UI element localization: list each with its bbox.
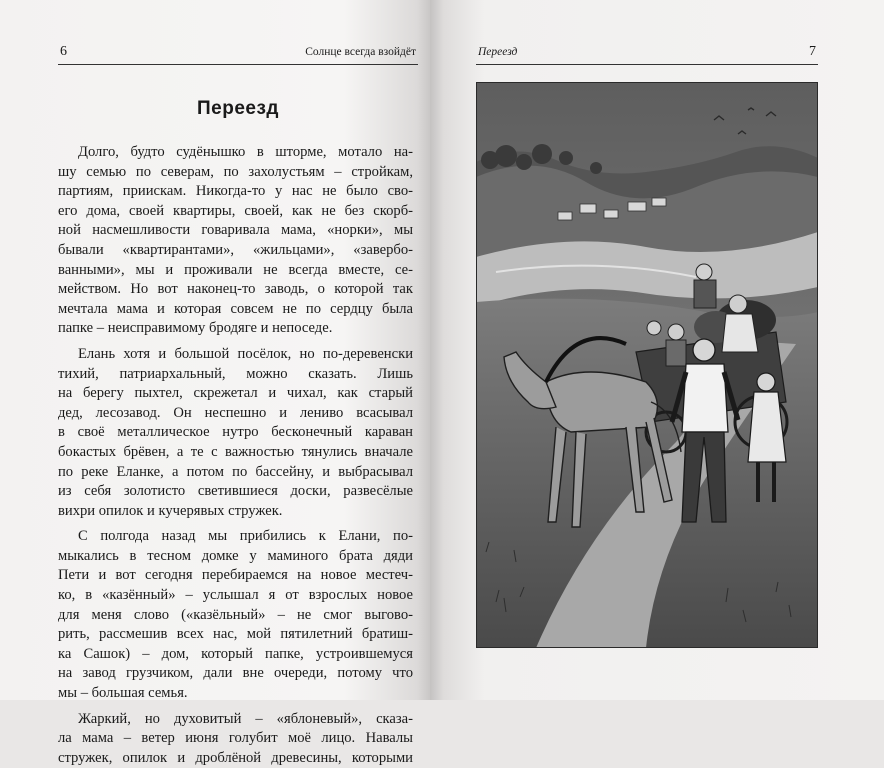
text-line: его дома, своей квартиры, своей, как не без скорб-	[58, 202, 413, 219]
text-line: партиям, приискам. Никогда-то у нас не было сво-	[58, 183, 413, 200]
text-line: на берегу пыхтел, скрежетал и чихал, как старый	[58, 385, 413, 402]
text-line: мейством. Но вот наконец-то заводь, о которой так	[58, 281, 413, 298]
text-line: мы – большая семья.	[58, 685, 188, 702]
chapter-body	[58, 143, 413, 768]
text-line: тихий, патриархальный, можно сказать. Лишь	[58, 365, 413, 382]
text-line: стружек, опилок и дроблёной древесины, которыми	[58, 749, 413, 766]
text-line: бывали «квартирантами», «жильцами», «завербо-	[58, 241, 413, 258]
text-line: по реке Еланке, а потом по бассейну, и выбрасывал	[58, 463, 413, 480]
text-line: С полгода назад мы прибились к Елани, по-	[78, 528, 413, 545]
left-running-head: Солнце всегда взойдёт	[305, 46, 416, 58]
text-line: бокастых брёвен, а те с важностью тянулись вначале	[58, 443, 413, 460]
paragraph	[58, 345, 413, 521]
right-page-number: 7	[809, 44, 816, 59]
left-page	[0, 0, 430, 766]
paragraph	[58, 527, 413, 703]
text-line: ко, в «казённый» – услышал я от взрослых новое	[58, 587, 413, 604]
text-line: Долго, будто судёнышко в шторме, мотало на-	[78, 144, 413, 160]
text-line: ка Сашок) – дом, который папке, устроившемуся	[58, 645, 413, 662]
text-line: Елань хотя и большой посёлок, но по-деревенски	[78, 345, 413, 362]
illustration-drawing	[476, 82, 818, 648]
text-line: в своё металлическое нутро бесконечный караван	[58, 424, 413, 441]
text-line: ной насмешливости говаривала мама, «норки», мы	[58, 222, 413, 239]
text-line: рить, рассмешив всех нас, мой пятилетний братиш-	[58, 626, 413, 643]
text-line: вихри опилок и кучерявых стружек.	[58, 502, 283, 519]
text-line: Пети и вот сегодня перебираемся на новое местеч-	[58, 567, 413, 584]
text-line: на завод грузчиком, дали вне очереди, потому что	[58, 665, 413, 682]
text-line: папке – неисправимому бродяге и непоседе.	[58, 320, 333, 337]
text-line: для меня слово («казёльный» – не смог выгово-	[58, 606, 413, 623]
paragraph	[58, 710, 413, 768]
text-line: дед, лесозавод. Он неспешно и лениво всасывал	[58, 404, 413, 421]
chapter-illustration	[476, 82, 818, 648]
text-line: ванными», мы и проживали не всегда вместе, се-	[58, 261, 413, 278]
text-line: мыкались в тесном домке у маминого брата дяди	[58, 547, 413, 564]
left-running-header	[58, 44, 418, 65]
left-page-number: 6	[60, 44, 67, 59]
paragraph	[58, 143, 413, 339]
text-line: Жаркий, но духовитый – «яблоневый», сказа-	[78, 710, 413, 727]
text-line: ла мама – ветер июня голубит моё лицо. Навалы	[58, 730, 413, 747]
chapter-title: Переезд	[197, 98, 279, 119]
text-line: шу семью по северам, по захолустьям – стройкам,	[58, 163, 413, 180]
text-line: мечтала мама и которая совсем не по сердцу была	[58, 300, 413, 317]
right-running-header	[476, 44, 818, 65]
text-line: из себя золотисто светившиеся доски, развесёлые	[58, 483, 413, 500]
right-running-head: Переезд	[478, 46, 518, 58]
